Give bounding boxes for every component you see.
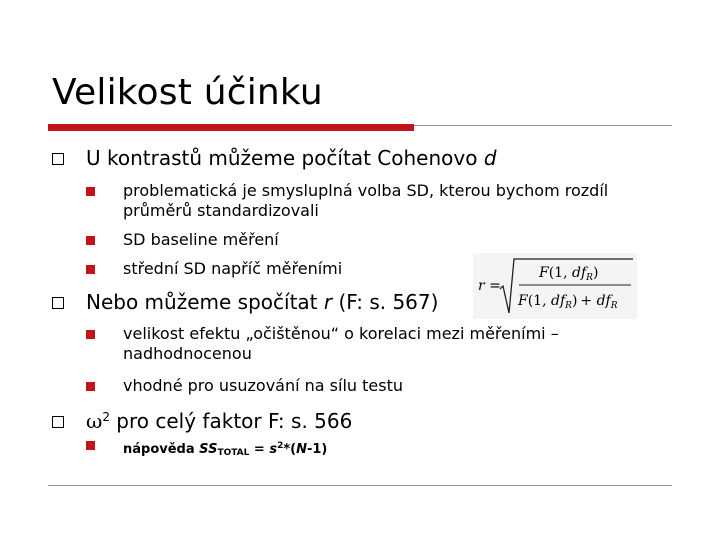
hollow-square-bullet-icon (52, 153, 64, 165)
bullet-text: (F: s. 567) (332, 290, 439, 314)
svg-text:F(1, dfR)+ dfR: F(1, $df_R) + df_R$ (518, 293, 618, 311)
subbullet-text: SD baseline měření (123, 230, 279, 249)
subbullet-text: velikost efektu „očištěnou“ o korelaci mezi měřeními – nadhodnocenou (123, 324, 559, 363)
bullet-text-italic: d (483, 146, 497, 170)
bullet-text: pro celý faktor F: s. 566 (109, 409, 353, 433)
omega-superscript: 2 (102, 410, 110, 424)
red-square-bullet-icon (86, 265, 95, 274)
red-square-bullet-icon (86, 382, 95, 391)
bullet-text: U kontrastů můžeme počítat Cohenovo (86, 146, 484, 170)
subbullet-item (86, 181, 626, 221)
red-square-bullet-icon (86, 330, 95, 339)
bullet-item-r (52, 290, 438, 314)
svg-text:F(1, dfR): F(1, $df_R$) (539, 265, 599, 283)
bullet-text-italic: r (323, 290, 333, 314)
subbullet-text: střední SD napříč měřeními (123, 259, 343, 278)
formula-lhs: r = (478, 278, 501, 294)
subbullet-item (86, 436, 626, 463)
omega-symbol: ω (86, 409, 103, 433)
bullet-item-cohen-d (52, 146, 497, 170)
subbullet-text: vhodné pro usuzování na sílu testu (123, 376, 403, 395)
bottom-divider (48, 485, 672, 486)
red-square-bullet-icon (86, 236, 95, 245)
slide-title: Velikost účinku (52, 72, 323, 113)
effect-size-r-formula (473, 253, 637, 319)
subbullet-text: nápověda $SS_{TOTAL} = s^2*(N-1)$ (123, 441, 328, 458)
subbullet-item (86, 376, 626, 396)
title-accent-bar (48, 124, 414, 131)
hollow-square-bullet-icon (52, 297, 64, 309)
hollow-square-bullet-icon (52, 416, 64, 428)
subbullet-item (86, 230, 626, 250)
bullet-item-omega (52, 405, 352, 433)
bullet-text: Nebo můžeme spočítat (86, 290, 324, 314)
red-square-bullet-icon (86, 187, 95, 196)
subbullet-text: problematická je smysluplná volba SD, kterou bychom rozdíl průměrů standardizovali (123, 181, 609, 220)
red-square-bullet-icon (86, 441, 95, 450)
subbullet-item (86, 324, 626, 364)
